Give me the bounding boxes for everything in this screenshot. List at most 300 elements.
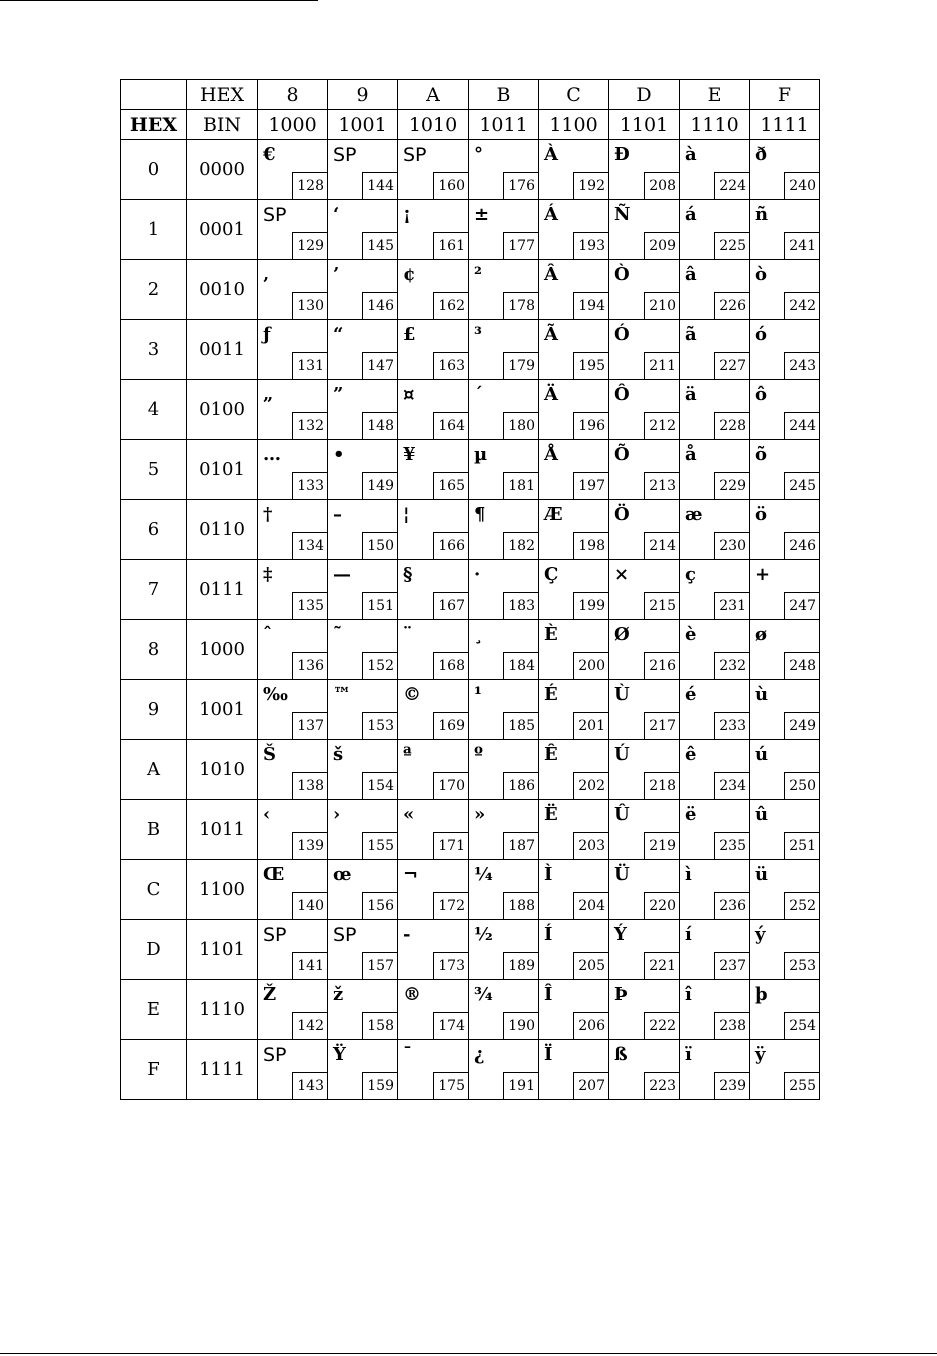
char-cell bbox=[539, 200, 609, 260]
char-cell bbox=[398, 920, 469, 980]
char-cell bbox=[469, 740, 539, 800]
char-cell bbox=[328, 320, 398, 380]
char-decimal-code: 177 bbox=[503, 232, 538, 259]
char-decimal-code: 229 bbox=[714, 472, 749, 499]
char-glyph: á bbox=[685, 204, 697, 225]
char-glyph: Ë bbox=[544, 804, 558, 825]
header-cell: 1001 bbox=[328, 110, 398, 140]
char-glyph: Ñ bbox=[614, 204, 631, 225]
char-decimal-code: 135 bbox=[292, 592, 327, 619]
char-cell bbox=[680, 260, 750, 320]
table-row bbox=[121, 140, 820, 200]
char-decimal-code: 203 bbox=[573, 832, 608, 859]
char-decimal-code: 178 bbox=[503, 292, 538, 319]
char-decimal-code: 144 bbox=[362, 172, 397, 199]
char-cell bbox=[539, 500, 609, 560]
char-decimal-code: 221 bbox=[644, 952, 679, 979]
char-cell bbox=[469, 200, 539, 260]
char-decimal-code: 232 bbox=[714, 652, 749, 679]
char-glyph: ¯ bbox=[403, 1044, 412, 1065]
header-cell: C bbox=[539, 80, 609, 110]
char-cell bbox=[469, 860, 539, 920]
char-decimal-code: 141 bbox=[292, 952, 327, 979]
char-glyph: ™ bbox=[333, 684, 351, 705]
char-glyph: ½ bbox=[474, 924, 493, 945]
char-cell bbox=[258, 620, 328, 680]
char-decimal-code: 198 bbox=[573, 532, 608, 559]
char-glyph: ø bbox=[755, 624, 768, 645]
char-glyph: — bbox=[333, 564, 351, 585]
char-glyph: ¥ bbox=[403, 444, 416, 465]
char-decimal-code: 244 bbox=[784, 412, 819, 439]
char-decimal-code: 139 bbox=[292, 832, 327, 859]
char-glyph: ¤ bbox=[403, 384, 415, 405]
table-row bbox=[121, 260, 820, 320]
char-glyph: œ bbox=[333, 864, 352, 885]
char-cell bbox=[609, 140, 680, 200]
char-glyph: Ú bbox=[614, 744, 630, 765]
header-cell: HEX bbox=[121, 110, 187, 140]
char-glyph: â bbox=[685, 264, 697, 285]
char-decimal-code: 172 bbox=[433, 892, 468, 919]
char-glyph: é bbox=[685, 684, 697, 705]
char-glyph: è bbox=[685, 624, 697, 645]
char-cell bbox=[609, 740, 680, 800]
char-decimal-code: 189 bbox=[503, 952, 538, 979]
char-glyph: ñ bbox=[755, 204, 769, 225]
char-decimal-code: 175 bbox=[433, 1072, 468, 1099]
char-glyph: ´ bbox=[474, 384, 483, 405]
char-glyph: ª bbox=[403, 744, 412, 765]
char-glyph: Ò bbox=[614, 264, 630, 285]
char-cell bbox=[539, 380, 609, 440]
char-decimal-code: 181 bbox=[503, 472, 538, 499]
row-hex-label: 5 bbox=[121, 440, 187, 500]
char-cell bbox=[680, 560, 750, 620]
char-glyph: € bbox=[263, 144, 276, 165]
char-glyph: ý bbox=[755, 924, 766, 945]
char-glyph: SP bbox=[403, 144, 427, 166]
char-glyph: Ø bbox=[614, 624, 630, 645]
char-glyph: ƒ bbox=[263, 324, 271, 345]
char-glyph: æ bbox=[685, 504, 703, 525]
character-code-table bbox=[120, 79, 820, 1100]
char-cell bbox=[258, 380, 328, 440]
char-cell bbox=[680, 740, 750, 800]
char-cell bbox=[750, 680, 820, 740]
header-cell: 1100 bbox=[539, 110, 609, 140]
char-cell bbox=[750, 380, 820, 440]
char-glyph: Ï bbox=[544, 1044, 553, 1065]
char-glyph: Đ bbox=[614, 144, 630, 165]
char-cell bbox=[539, 860, 609, 920]
char-glyph: ß bbox=[614, 1044, 628, 1065]
char-glyph: û bbox=[755, 804, 769, 825]
char-cell bbox=[750, 980, 820, 1040]
char-decimal-code: 165 bbox=[433, 472, 468, 499]
char-decimal-code: 140 bbox=[292, 892, 327, 919]
char-cell bbox=[469, 680, 539, 740]
char-glyph: Ù bbox=[614, 684, 630, 705]
char-cell bbox=[469, 320, 539, 380]
char-cell bbox=[398, 320, 469, 380]
char-cell bbox=[258, 560, 328, 620]
char-decimal-code: 234 bbox=[714, 772, 749, 799]
char-cell bbox=[328, 860, 398, 920]
char-cell bbox=[680, 920, 750, 980]
char-glyph: „ bbox=[263, 384, 274, 405]
char-decimal-code: 199 bbox=[573, 592, 608, 619]
char-decimal-code: 197 bbox=[573, 472, 608, 499]
char-cell bbox=[469, 920, 539, 980]
char-cell bbox=[680, 500, 750, 560]
row-bin-label: 0010 bbox=[187, 260, 258, 320]
char-cell bbox=[258, 140, 328, 200]
char-glyph: ¬ bbox=[403, 864, 419, 885]
char-decimal-code: 212 bbox=[644, 412, 679, 439]
char-glyph: ó bbox=[755, 324, 768, 345]
char-glyph: ± bbox=[474, 204, 490, 225]
table-row bbox=[121, 920, 820, 980]
bottom-rule bbox=[0, 1353, 937, 1354]
char-glyph: ì bbox=[685, 864, 692, 885]
row-hex-label: 3 bbox=[121, 320, 187, 380]
char-cell bbox=[398, 800, 469, 860]
char-cell bbox=[328, 260, 398, 320]
char-decimal-code: 159 bbox=[362, 1072, 397, 1099]
char-cell bbox=[609, 260, 680, 320]
row-bin-label: 0011 bbox=[187, 320, 258, 380]
char-decimal-code: 146 bbox=[362, 292, 397, 319]
char-cell bbox=[328, 740, 398, 800]
header-cell: E bbox=[680, 80, 750, 110]
char-cell bbox=[258, 740, 328, 800]
char-cell bbox=[750, 200, 820, 260]
char-decimal-code: 149 bbox=[362, 472, 397, 499]
char-glyph: ¦ bbox=[403, 504, 410, 525]
char-decimal-code: 239 bbox=[714, 1072, 749, 1099]
row-bin-label: 0001 bbox=[187, 200, 258, 260]
char-glyph: ¢ bbox=[403, 264, 416, 285]
char-decimal-code: 160 bbox=[433, 172, 468, 199]
char-glyph: å bbox=[685, 444, 697, 465]
char-glyph: ® bbox=[403, 984, 421, 1005]
char-cell bbox=[750, 140, 820, 200]
char-decimal-code: 151 bbox=[362, 592, 397, 619]
header-cell: F bbox=[750, 80, 820, 110]
char-glyph: • bbox=[333, 444, 345, 465]
char-cell bbox=[328, 620, 398, 680]
char-cell bbox=[539, 440, 609, 500]
char-glyph: ‘ bbox=[333, 204, 340, 225]
char-cell bbox=[539, 560, 609, 620]
char-decimal-code: 215 bbox=[644, 592, 679, 619]
char-decimal-code: 200 bbox=[573, 652, 608, 679]
char-glyph: ¹ bbox=[474, 684, 482, 705]
char-cell bbox=[609, 500, 680, 560]
char-cell bbox=[750, 440, 820, 500]
char-decimal-code: 163 bbox=[433, 352, 468, 379]
char-glyph: ° bbox=[474, 144, 483, 165]
char-decimal-code: 176 bbox=[503, 172, 538, 199]
char-decimal-code: 209 bbox=[644, 232, 679, 259]
table-row bbox=[121, 500, 820, 560]
char-decimal-code: 224 bbox=[714, 172, 749, 199]
char-cell bbox=[258, 200, 328, 260]
char-glyph: SP bbox=[333, 924, 357, 946]
char-cell bbox=[680, 200, 750, 260]
char-decimal-code: 187 bbox=[503, 832, 538, 859]
char-decimal-code: 170 bbox=[433, 772, 468, 799]
char-cell bbox=[750, 800, 820, 860]
char-glyph: » bbox=[474, 804, 486, 825]
char-glyph: ¸ bbox=[474, 624, 483, 645]
table-row bbox=[121, 200, 820, 260]
char-decimal-code: 134 bbox=[292, 532, 327, 559]
char-decimal-code: 220 bbox=[644, 892, 679, 919]
char-glyph: ö bbox=[755, 504, 768, 525]
char-decimal-code: 153 bbox=[362, 712, 397, 739]
char-cell bbox=[680, 620, 750, 680]
char-decimal-code: 148 bbox=[362, 412, 397, 439]
char-decimal-code: 161 bbox=[433, 232, 468, 259]
header-cell: 1011 bbox=[469, 110, 539, 140]
char-glyph: í bbox=[685, 924, 692, 945]
char-glyph: Æ bbox=[544, 504, 563, 525]
header-cell: 1111 bbox=[750, 110, 820, 140]
char-cell bbox=[398, 260, 469, 320]
char-glyph: È bbox=[544, 624, 558, 645]
char-decimal-code: 246 bbox=[784, 532, 819, 559]
char-decimal-code: 227 bbox=[714, 352, 749, 379]
header-cell bbox=[121, 80, 187, 110]
char-glyph: ” bbox=[333, 384, 344, 405]
table-row bbox=[121, 560, 820, 620]
char-glyph: Å bbox=[544, 444, 558, 465]
char-cell bbox=[328, 1040, 398, 1100]
char-glyph: ê bbox=[685, 744, 697, 765]
char-glyph: ’ bbox=[333, 264, 340, 285]
char-cell bbox=[609, 980, 680, 1040]
char-cell bbox=[469, 980, 539, 1040]
char-cell bbox=[609, 560, 680, 620]
char-cell bbox=[328, 800, 398, 860]
char-decimal-code: 194 bbox=[573, 292, 608, 319]
char-decimal-code: 231 bbox=[714, 592, 749, 619]
char-glyph: ú bbox=[755, 744, 769, 765]
table-row bbox=[121, 800, 820, 860]
table-row bbox=[121, 980, 820, 1040]
row-bin-label: 1101 bbox=[187, 920, 258, 980]
header-cell: 1000 bbox=[258, 110, 328, 140]
char-cell bbox=[258, 980, 328, 1040]
char-cell bbox=[258, 1040, 328, 1100]
char-decimal-code: 129 bbox=[292, 232, 327, 259]
char-cell bbox=[750, 920, 820, 980]
char-cell bbox=[258, 920, 328, 980]
char-decimal-code: 195 bbox=[573, 352, 608, 379]
char-glyph: Ž bbox=[263, 984, 277, 1005]
char-decimal-code: 222 bbox=[644, 1012, 679, 1039]
char-decimal-code: 130 bbox=[292, 292, 327, 319]
char-cell bbox=[750, 620, 820, 680]
char-glyph: · bbox=[474, 564, 481, 585]
char-decimal-code: 245 bbox=[784, 472, 819, 499]
char-glyph: Â bbox=[544, 264, 558, 285]
char-cell bbox=[539, 320, 609, 380]
table-row bbox=[121, 680, 820, 740]
char-cell bbox=[680, 680, 750, 740]
char-decimal-code: 137 bbox=[292, 712, 327, 739]
char-decimal-code: 253 bbox=[784, 952, 819, 979]
char-decimal-code: 236 bbox=[714, 892, 749, 919]
row-bin-label: 1110 bbox=[187, 980, 258, 1040]
char-decimal-code: 166 bbox=[433, 532, 468, 559]
char-glyph: Œ bbox=[263, 864, 285, 885]
char-decimal-code: 252 bbox=[784, 892, 819, 919]
char-decimal-code: 214 bbox=[644, 532, 679, 559]
row-hex-label: F bbox=[121, 1040, 187, 1100]
char-decimal-code: 184 bbox=[503, 652, 538, 679]
char-cell bbox=[469, 380, 539, 440]
char-decimal-code: 154 bbox=[362, 772, 397, 799]
char-cell bbox=[539, 740, 609, 800]
char-cell bbox=[750, 860, 820, 920]
row-bin-label: 0000 bbox=[187, 140, 258, 200]
header-row-hex bbox=[121, 80, 820, 110]
char-cell bbox=[609, 440, 680, 500]
char-cell bbox=[258, 680, 328, 740]
char-decimal-code: 243 bbox=[784, 352, 819, 379]
row-hex-label: 9 bbox=[121, 680, 187, 740]
row-hex-label: A bbox=[121, 740, 187, 800]
char-glyph: - bbox=[403, 924, 411, 945]
table-row bbox=[121, 860, 820, 920]
char-cell bbox=[469, 620, 539, 680]
char-cell bbox=[680, 980, 750, 1040]
char-cell bbox=[609, 1040, 680, 1100]
char-decimal-code: 255 bbox=[784, 1072, 819, 1099]
char-cell bbox=[750, 260, 820, 320]
char-glyph: ð bbox=[755, 144, 768, 165]
char-glyph: › bbox=[333, 804, 341, 825]
char-cell bbox=[680, 1040, 750, 1100]
char-glyph: § bbox=[403, 564, 413, 585]
row-bin-label: 0101 bbox=[187, 440, 258, 500]
char-decimal-code: 201 bbox=[573, 712, 608, 739]
char-decimal-code: 216 bbox=[644, 652, 679, 679]
char-glyph: £ bbox=[403, 324, 416, 345]
char-cell bbox=[328, 560, 398, 620]
char-decimal-code: 233 bbox=[714, 712, 749, 739]
row-hex-label: 8 bbox=[121, 620, 187, 680]
char-cell bbox=[680, 800, 750, 860]
char-decimal-code: 237 bbox=[714, 952, 749, 979]
char-glyph: š bbox=[333, 744, 344, 765]
table-row bbox=[121, 440, 820, 500]
row-hex-label: E bbox=[121, 980, 187, 1040]
char-cell bbox=[398, 440, 469, 500]
char-glyph: ù bbox=[755, 684, 769, 705]
char-decimal-code: 207 bbox=[573, 1072, 608, 1099]
char-cell bbox=[539, 140, 609, 200]
table-row bbox=[121, 620, 820, 680]
char-cell bbox=[398, 200, 469, 260]
char-glyph: « bbox=[403, 804, 415, 825]
char-cell bbox=[750, 740, 820, 800]
char-glyph: ç bbox=[685, 564, 696, 585]
char-decimal-code: 169 bbox=[433, 712, 468, 739]
char-glyph: ‰ bbox=[263, 684, 288, 705]
char-decimal-code: 150 bbox=[362, 532, 397, 559]
char-cell bbox=[609, 320, 680, 380]
char-cell bbox=[328, 500, 398, 560]
char-cell bbox=[328, 440, 398, 500]
char-cell bbox=[609, 620, 680, 680]
char-glyph: Þ bbox=[614, 984, 628, 1005]
char-decimal-code: 182 bbox=[503, 532, 538, 559]
row-bin-label: 0111 bbox=[187, 560, 258, 620]
char-glyph: … bbox=[263, 444, 281, 465]
char-glyph: © bbox=[403, 684, 421, 705]
char-decimal-code: 131 bbox=[292, 352, 327, 379]
table-body bbox=[121, 140, 820, 1100]
char-glyph: Ê bbox=[544, 744, 558, 765]
char-glyph: Ý bbox=[614, 924, 627, 945]
char-glyph: SP bbox=[263, 1044, 287, 1066]
char-decimal-code: 180 bbox=[503, 412, 538, 439]
header-cell: 1110 bbox=[680, 110, 750, 140]
char-cell bbox=[398, 380, 469, 440]
char-decimal-code: 218 bbox=[644, 772, 679, 799]
char-glyph: ò bbox=[755, 264, 768, 285]
char-cell bbox=[258, 260, 328, 320]
header-cell: BIN bbox=[187, 110, 258, 140]
char-cell bbox=[750, 500, 820, 560]
char-glyph: ï bbox=[685, 1044, 692, 1065]
char-decimal-code: 171 bbox=[433, 832, 468, 859]
top-rule bbox=[0, 0, 318, 1]
char-glyph: ô bbox=[755, 384, 768, 405]
char-cell bbox=[539, 260, 609, 320]
char-cell bbox=[680, 860, 750, 920]
char-cell bbox=[609, 200, 680, 260]
char-decimal-code: 191 bbox=[503, 1072, 538, 1099]
char-cell bbox=[750, 320, 820, 380]
char-decimal-code: 217 bbox=[644, 712, 679, 739]
char-decimal-code: 132 bbox=[292, 412, 327, 439]
char-cell bbox=[469, 1040, 539, 1100]
char-glyph: Á bbox=[544, 204, 558, 225]
header-cell: 1101 bbox=[609, 110, 680, 140]
char-glyph: º bbox=[474, 744, 483, 765]
char-decimal-code: 156 bbox=[362, 892, 397, 919]
char-cell bbox=[609, 380, 680, 440]
row-bin-label: 1011 bbox=[187, 800, 258, 860]
char-cell bbox=[398, 500, 469, 560]
char-glyph: Î bbox=[544, 984, 553, 1005]
char-glyph: × bbox=[614, 564, 630, 585]
char-decimal-code: 254 bbox=[784, 1012, 819, 1039]
char-glyph: ‹ bbox=[263, 804, 271, 825]
char-glyph: ² bbox=[474, 264, 482, 285]
char-cell bbox=[398, 620, 469, 680]
char-glyph: î bbox=[685, 984, 692, 1005]
char-glyph: ¶ bbox=[474, 504, 486, 525]
char-glyph: ‚ bbox=[263, 264, 270, 285]
char-cell bbox=[328, 920, 398, 980]
char-glyph: ÿ bbox=[755, 1044, 766, 1065]
